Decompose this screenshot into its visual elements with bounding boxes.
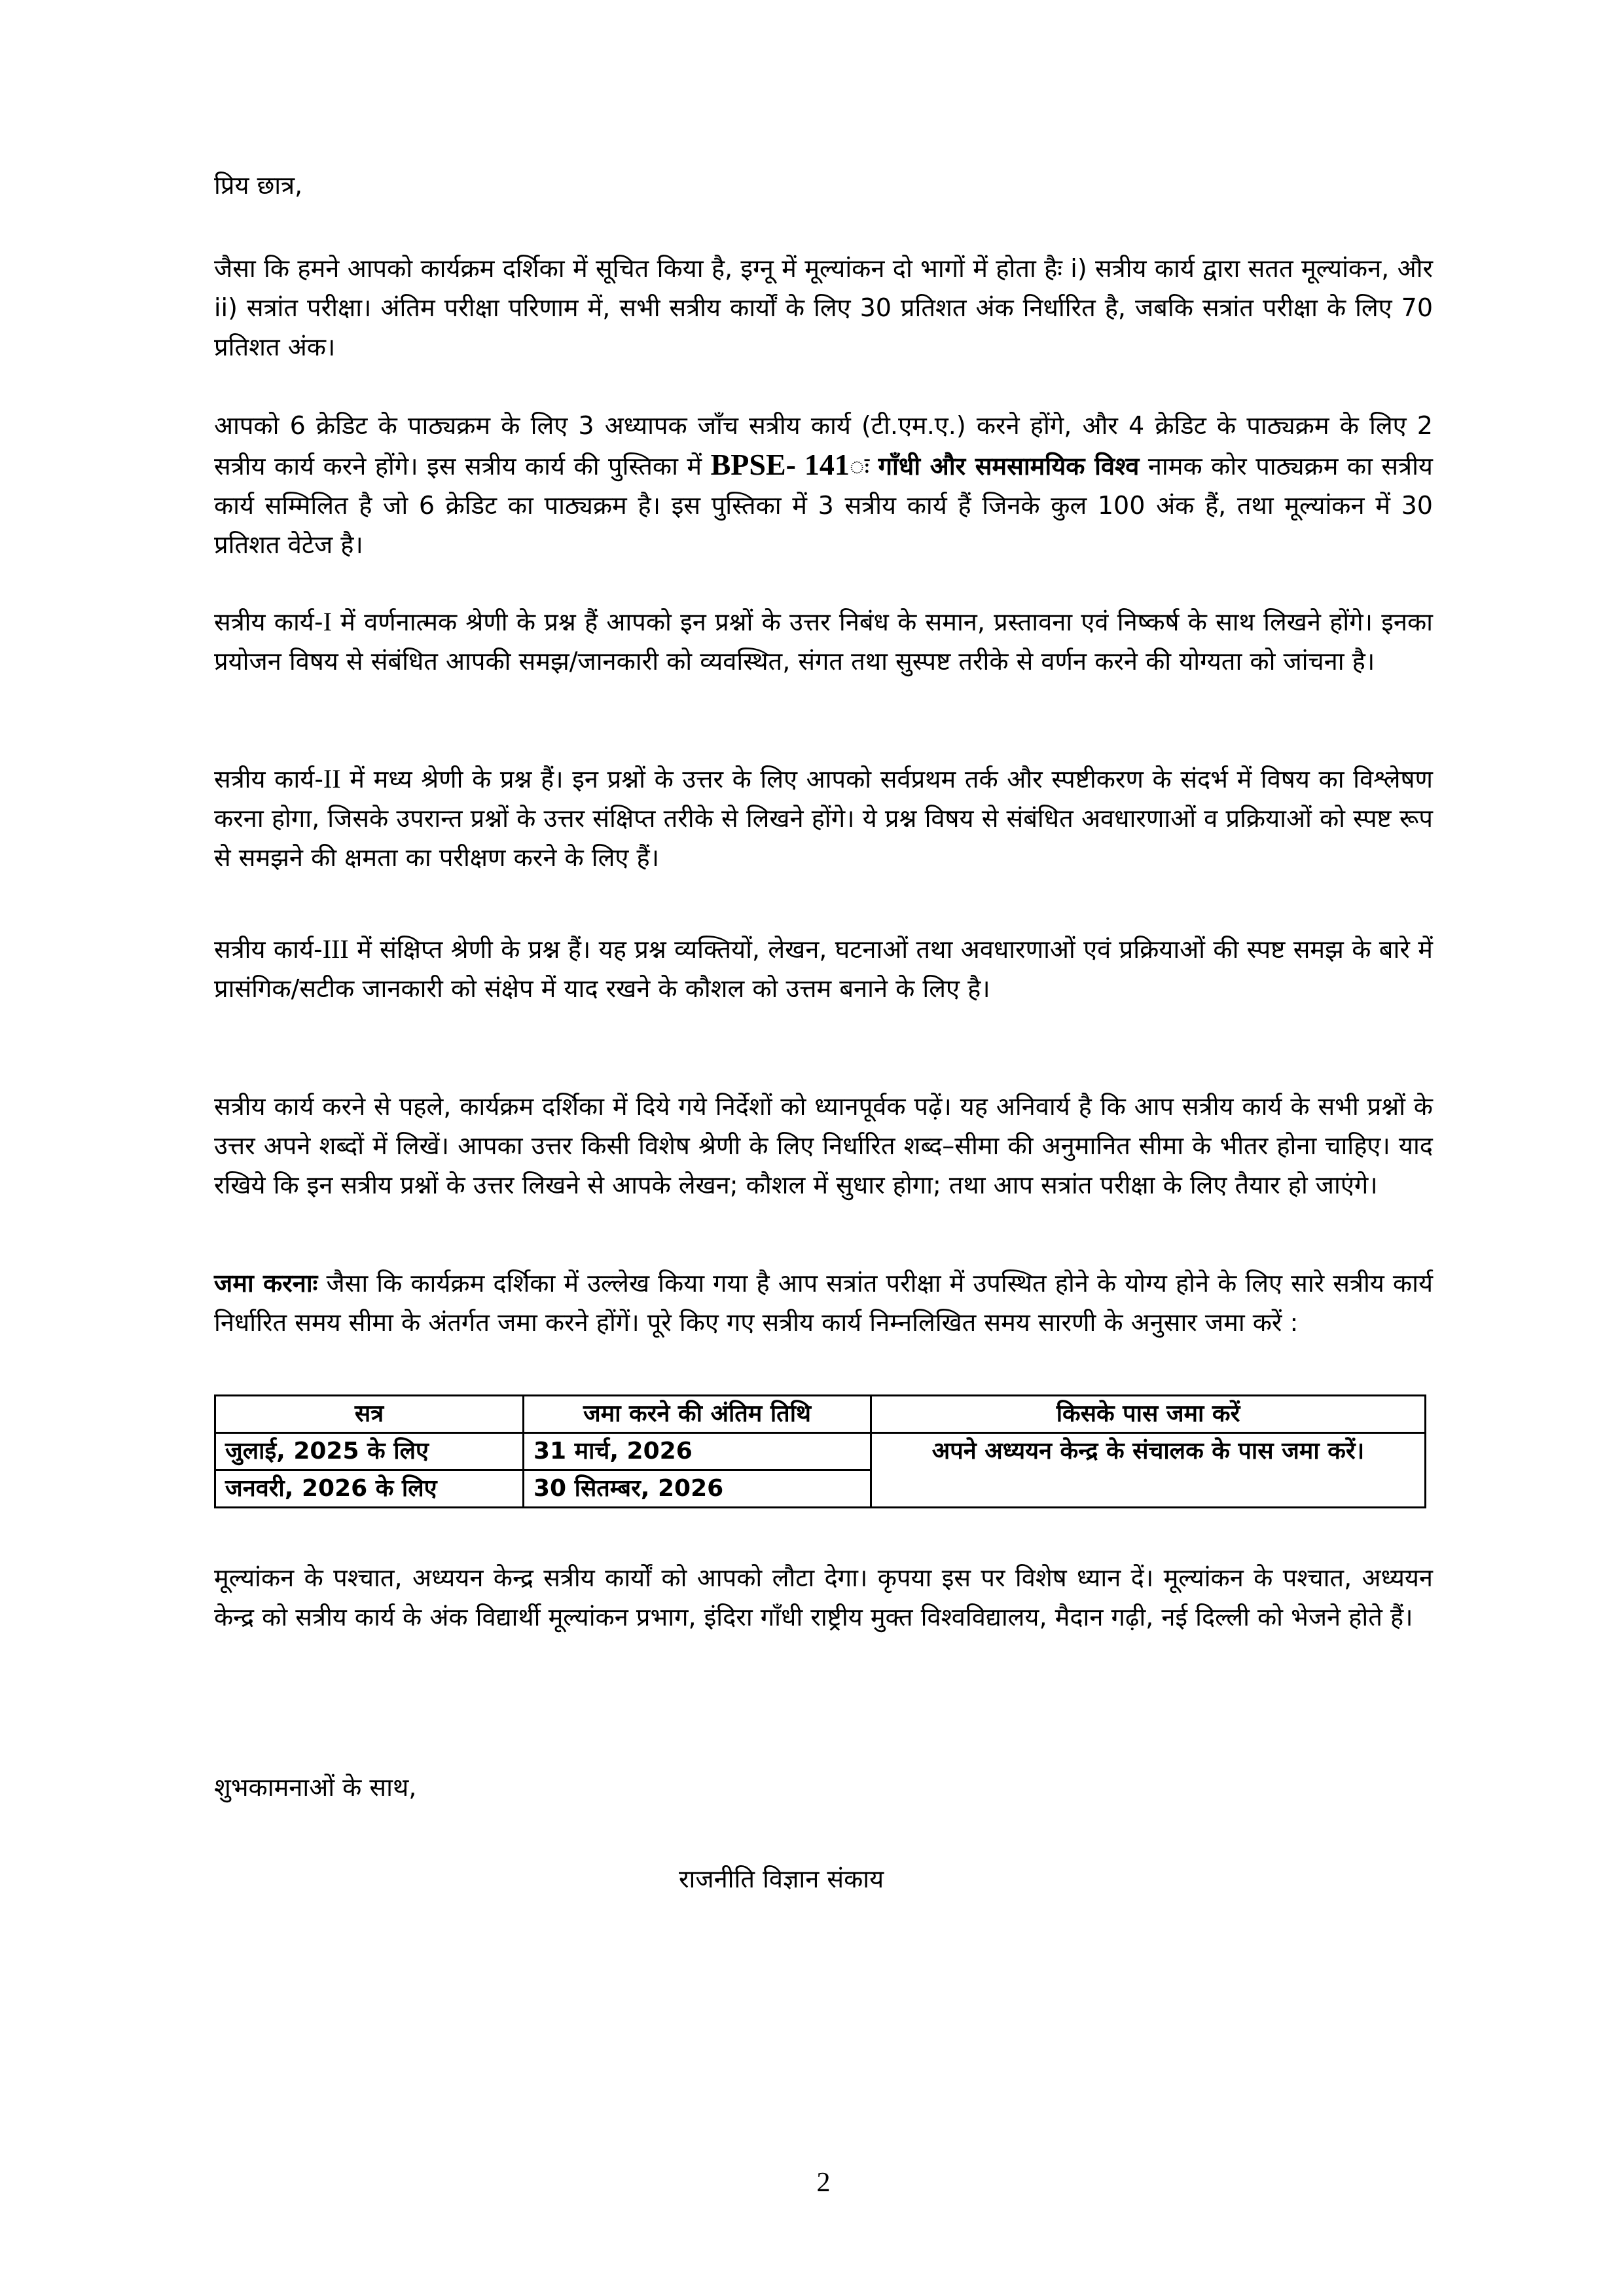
assignment-1-lead: सत्रीय कार्य-	[214, 608, 323, 636]
course-info-part2: नामक कोर पाठ्यक्रम का सत्रीय कार्य सम्मिलित है जो 6 क्रेडिट का पाठ्यक्रम है। इस पुस्तिका में 3 सत्रीय कार्य हैं जिनके कुल 100 अंक हैं, तथा मूल्यांकन में 30 प्रतिशत वेटेज है।	[214, 452, 1433, 559]
assignment-1-text: में वर्णनात्मक श्रेणी के प्रश्न हैं आपको इन प्रश्नों के उत्तर निबंध के समान, प्रस्तावना एवं निष्कर्ष के साथ लिखने होंगे। इनका प्रयोजन विषय से संबंधित आपकी समझ/जानकारी को व्यवस्थित, संगत तथा सुस्पष्ट तरीके से वर्णन करने की योग्यता को जांचना है।	[214, 608, 1433, 676]
table-header-row	[215, 1396, 1426, 1433]
assignment-1-numeral: I	[323, 607, 332, 636]
course-info-part1: आपको 6 क्रेडिट के पाठ्यक्रम के लिए 3 अध्यापक जाँच सत्रीय कार्य (टी.एम.ए.) करने होंगे, और 4 क्रेडिट के पाठ्यक्रम के लिए 2 सत्रीय कार्य करने होंगे। इस सत्रीय कार्य की पुस्तिका में	[214, 411, 1433, 481]
table-row	[215, 1433, 1426, 1470]
row-date: 30 सितम्बर, 2026	[524, 1470, 871, 1508]
submission-schedule-table	[214, 1394, 1426, 1508]
paragraph-instructions: सत्रीय कार्य करने से पहले, कार्यक्रम दर्शिका में दिये गये निर्देशों को ध्यानपूर्वक पढ़ें। यह अनिवार्य है कि आप सत्रीय कार्य के सभी प्रश्नों के उत्तर अपने शब्दों में लिखें। आपका उत्तर किसी विशेष श्रेणी के लिए निर्धारित शब्द–सीमा की अनुमानित सीमा के भीतर होना चाहिए। याद रखिये कि इन सत्रीय प्रश्नों के उत्तर लिखने से आपके लेखन; कौशल में सुधार होगा; तथा आप सत्रांत परीक्षा के लिए तैयार हो जाएंगे।	[214, 1092, 1433, 1199]
row-session: जनवरी, 2026 के लिए	[215, 1470, 524, 1508]
header-last-date: जमा करने की अंतिम तिथि	[524, 1396, 871, 1433]
paragraph-course-info	[214, 406, 1433, 564]
assignment-3-numeral: III	[322, 934, 349, 964]
paragraph-assignment-2	[214, 759, 1433, 877]
assignment-2-text: में मध्य श्रेणी के प्रश्न हैं। इन प्रश्नों के उत्तर के लिए आपको सर्वप्रथम तर्क और स्पष्टीकरण के संदर्भ में विषय का विश्लेषण करना होगा, जिसके उपरान्त प्रश्नों के उत्तर संक्षिप्त तरीके से लिखने होंगे। ये प्रश्न विषय से संबंधित अवधारणाओं व प्रक्रियाओं को स्पष्ट रूप से समझने की क्षमता का परीक्षण करने के लिए हैं।	[214, 765, 1433, 872]
closing-greeting: शुभकामनाओं के साथ,	[214, 1773, 417, 1802]
paragraph-submission	[214, 1264, 1433, 1342]
paragraph-evaluation-intro: जैसा कि हमने आपको कार्यक्रम दर्शिका में सूचित किया है, इग्नू में मूल्यांकन दो भागों में होता हैः i) सत्रीय कार्य द्वारा सतत मूल्यांकन, और ii) सत्रांत परीक्षा। अंतिम परीक्षा परिणाम में, सभी सत्रीय कार्यों के लिए 30 प्रतिशत अंक निर्धारित है, जबकि सत्रांत परीक्षा के लिए 70 प्रतिशत अंक।	[214, 254, 1433, 361]
course-name: गाँधी और समसामयिक विश्व	[878, 452, 1140, 481]
header-submit-to: किसके पास जमा करें	[871, 1396, 1426, 1433]
salutation: प्रिय छात्र,	[214, 171, 303, 200]
submission-label: जमा करनाः	[214, 1269, 318, 1298]
paragraph-assignment-3	[214, 930, 1433, 1008]
assignment-3-text: में संक्षिप्त श्रेणी के प्रश्न हैं। यह प्रश्न व्यक्तियों, लेखन, घटनाओं तथा अवधारणाओं एवं प्रक्रियाओं की स्पष्ट समझ के बारे में प्रासंगिक/सटीक जानकारी को संक्षेप में याद रखने के कौशल को उत्तम बनाने के लिए है।	[214, 935, 1433, 1003]
header-session: सत्र	[215, 1396, 524, 1433]
paragraph-assignment-1	[214, 602, 1433, 681]
row-session: जुलाई, 2025 के लिए	[215, 1433, 524, 1470]
course-code: BPSE- 141	[710, 448, 850, 481]
row-date: 31 मार्च, 2026	[524, 1433, 871, 1470]
assignment-2-lead: सत्रीय कार्य-	[214, 765, 323, 793]
assignment-2-numeral: II	[323, 764, 341, 793]
course-code-colon: ः	[849, 452, 870, 481]
submission-text: जैसा कि कार्यक्रम दर्शिका में उल्लेख किया गया है आप सत्रांत परीक्षा में उपस्थित होने के योग्य होने के लिए सारे सत्रीय कार्य निर्धारित समय सीमा के अंतर्गत जमा करने होंगें। पूरे किए गए सत्रीय कार्य निम्नलिखित समय सारणी के अनुसार जमा करें :	[214, 1269, 1433, 1337]
submit-to-cell: अपने अध्ययन केन्द्र के संचालक के पास जमा करें।	[871, 1433, 1426, 1508]
page-number: 2	[816, 2168, 831, 2198]
paragraph-after-evaluation: मूल्यांकन के पश्चात, अध्ययन केन्द्र सत्रीय कार्यों को आपको लौटा देगा। कृपया इस पर विशेष ध्यान दें। मूल्यांकन के पश्चात, अध्ययन केन्द्र को सत्रीय कार्य के अंक विद्यार्थी मूल्यांकन प्रभाग, इंदिरा गाँधी राष्ट्रीय मुक्त विश्वविद्यालय, मैदान गढ़ी, नई दिल्ली को भेजने होते हैं।	[214, 1563, 1433, 1631]
signature-faculty: राजनीति विज्ञान संकाय	[679, 1865, 884, 1893]
document-page	[214, 0, 1433, 2296]
assignment-3-lead: सत्रीय कार्य-	[214, 935, 323, 964]
